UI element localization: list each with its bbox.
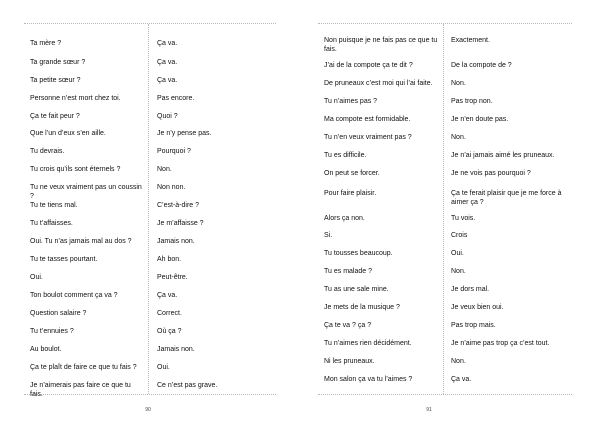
speaker-a-line: Tu te tasses pourtant. (30, 256, 98, 263)
speaker-a-line: Ta mère ? (30, 40, 62, 47)
speaker-a-line: Ça te plaît de faire ce que tu fais ? (30, 364, 137, 371)
speaker-b-line: Jamais non. (157, 238, 195, 245)
speaker-a-line: Tu ne veux vraiment pas un coussin ? (30, 184, 142, 200)
dialogue-table-left (24, 23, 276, 398)
speaker-b-line: Correct. (157, 310, 182, 317)
speaker-a-line: Tu n’aimes rien décidément. (324, 340, 412, 347)
speaker-a-line: Oui. (30, 274, 43, 281)
speaker-b-line: Tu vois. (451, 215, 476, 222)
speaker-b-line: Non. (451, 134, 466, 141)
speaker-a-line: Ça te va ? ça ? (324, 322, 372, 329)
speaker-a-line: Non puisque je ne fais pas ce que tu fais. (324, 37, 438, 53)
speaker-a-line: Tu t’ennuies ? (30, 328, 74, 335)
speaker-b-line: C’est-à-dire ? (157, 202, 200, 209)
speaker-a-line: Tu as une sale mine. (324, 286, 389, 293)
speaker-b-line: Ça te ferait plaisir que je me force à aimer ça ? (451, 190, 562, 206)
speaker-b-line: Non non. (157, 184, 186, 191)
speaker-b-line: Exactement. (451, 37, 490, 44)
column-divider (148, 24, 149, 394)
speaker-a-line: Ça te fait peur ? (30, 113, 80, 120)
speaker-a-line: Ta petite sœur ? (30, 77, 81, 84)
speaker-b-line: Ça va. (157, 77, 178, 84)
speaker-a-line: Tu t’affaisses. (30, 220, 73, 227)
speaker-a-line: Ma compote est formidable. (324, 116, 411, 123)
page-number-right: 91 (426, 407, 432, 413)
speaker-a-line: Personne n’est mort chez toi. (30, 95, 121, 102)
speaker-b-line: Pas trop mais. (451, 322, 496, 329)
speaker-b-line: Non. (451, 80, 466, 87)
speaker-b-line: De la compote de ? (451, 62, 512, 69)
speaker-b-line: Ah bon. (157, 256, 182, 263)
speaker-b-line: Ça va. (451, 376, 472, 383)
speaker-b-line: Je m’affaisse ? (157, 220, 204, 227)
speaker-a-line: Oui. Tu n’as jamais mal au dos ? (30, 238, 132, 245)
speaker-a-line: Je mets de la musique ? (324, 304, 400, 311)
speaker-a-line: Tu te tiens mal. (30, 202, 78, 209)
right-page (298, 0, 596, 426)
speaker-a-line: Tu es difficile. (324, 152, 367, 159)
speaker-a-line: Tu crois qu’ils sont éternels ? (30, 166, 121, 173)
speaker-b-line: Je n’en doute pas. (451, 116, 509, 123)
speaker-b-line: Je dors mal. (451, 286, 490, 293)
speaker-b-line: Ça va. (157, 292, 178, 299)
column-divider (443, 24, 444, 394)
speaker-a-line: Tu es malade ? (324, 268, 372, 275)
speaker-b-line: Oui. (451, 250, 464, 257)
speaker-b-line: Oui. (157, 364, 170, 371)
speaker-b-line: Ce n’est pas grave. (157, 382, 218, 389)
speaker-a-line: Tu n’en veux vraiment pas ? (324, 134, 412, 141)
speaker-b-line: Je veux bien oui. (451, 304, 504, 311)
speaker-b-line: Pourquoi ? (157, 148, 191, 155)
speaker-b-line: Peut-être. (157, 274, 188, 281)
speaker-b-line: Jamais non. (157, 346, 195, 353)
speaker-b-line: Crois (451, 232, 468, 239)
speaker-b-line: Non. (157, 166, 172, 173)
speaker-a-line: Alors ça non. (324, 215, 365, 222)
speaker-b-line: Je n’y pense pas. (157, 130, 212, 137)
speaker-a-line: Si. (324, 232, 333, 239)
speaker-a-line: De pruneaux c’est moi qui l’ai faite. (324, 80, 433, 87)
speaker-a-line: J’ai de la compote ça te dit ? (324, 62, 413, 69)
speaker-a-line: Ton boulot comment ça va ? (30, 292, 118, 299)
speaker-b-line: Ça va. (157, 59, 178, 66)
speaker-b-line: Je ne vois pas pourquoi ? (451, 170, 531, 177)
speaker-b-line: Non. (451, 268, 466, 275)
speaker-a-line: Ta grande sœur ? (30, 59, 86, 66)
speaker-a-line: Au boulot. (30, 346, 62, 353)
speaker-b-line: Où ça ? (157, 328, 182, 335)
speaker-a-line: Tu devrais. (30, 148, 65, 155)
speaker-a-line: Que l’un d’eux s’en aille. (30, 130, 106, 137)
speaker-b-line: Non. (451, 358, 466, 365)
speaker-a-line: On peut se forcer. (324, 170, 380, 177)
speaker-a-line: Mon salon ça va tu l’aimes ? (324, 376, 413, 383)
speaker-a-line: Tu tousses beaucoup. (324, 250, 393, 257)
speaker-b-line: Je n’aime pas trop ça c’est tout. (451, 340, 550, 347)
speaker-a-line: Ni les pruneaux. (324, 358, 375, 365)
speaker-b-line: Pas encore. (157, 95, 195, 102)
speaker-b-line: Ça va. (157, 40, 178, 47)
speaker-a-line: Question salaire ? (30, 310, 87, 317)
dialogue-table-right (318, 23, 572, 395)
speaker-a-line: Je n’aimerais pas faire ce que tu fais. (30, 382, 131, 398)
page-number-left: 90 (145, 407, 151, 413)
speaker-b-line: Quoi ? (157, 113, 178, 120)
speaker-a-line: Pour faire plaisir. (324, 190, 377, 197)
speaker-b-line: Je n’ai jamais aimé les pruneaux. (451, 152, 555, 159)
speaker-b-line: Pas trop non. (451, 98, 493, 105)
speaker-a-line: Tu n’aimes pas ? (324, 98, 378, 105)
